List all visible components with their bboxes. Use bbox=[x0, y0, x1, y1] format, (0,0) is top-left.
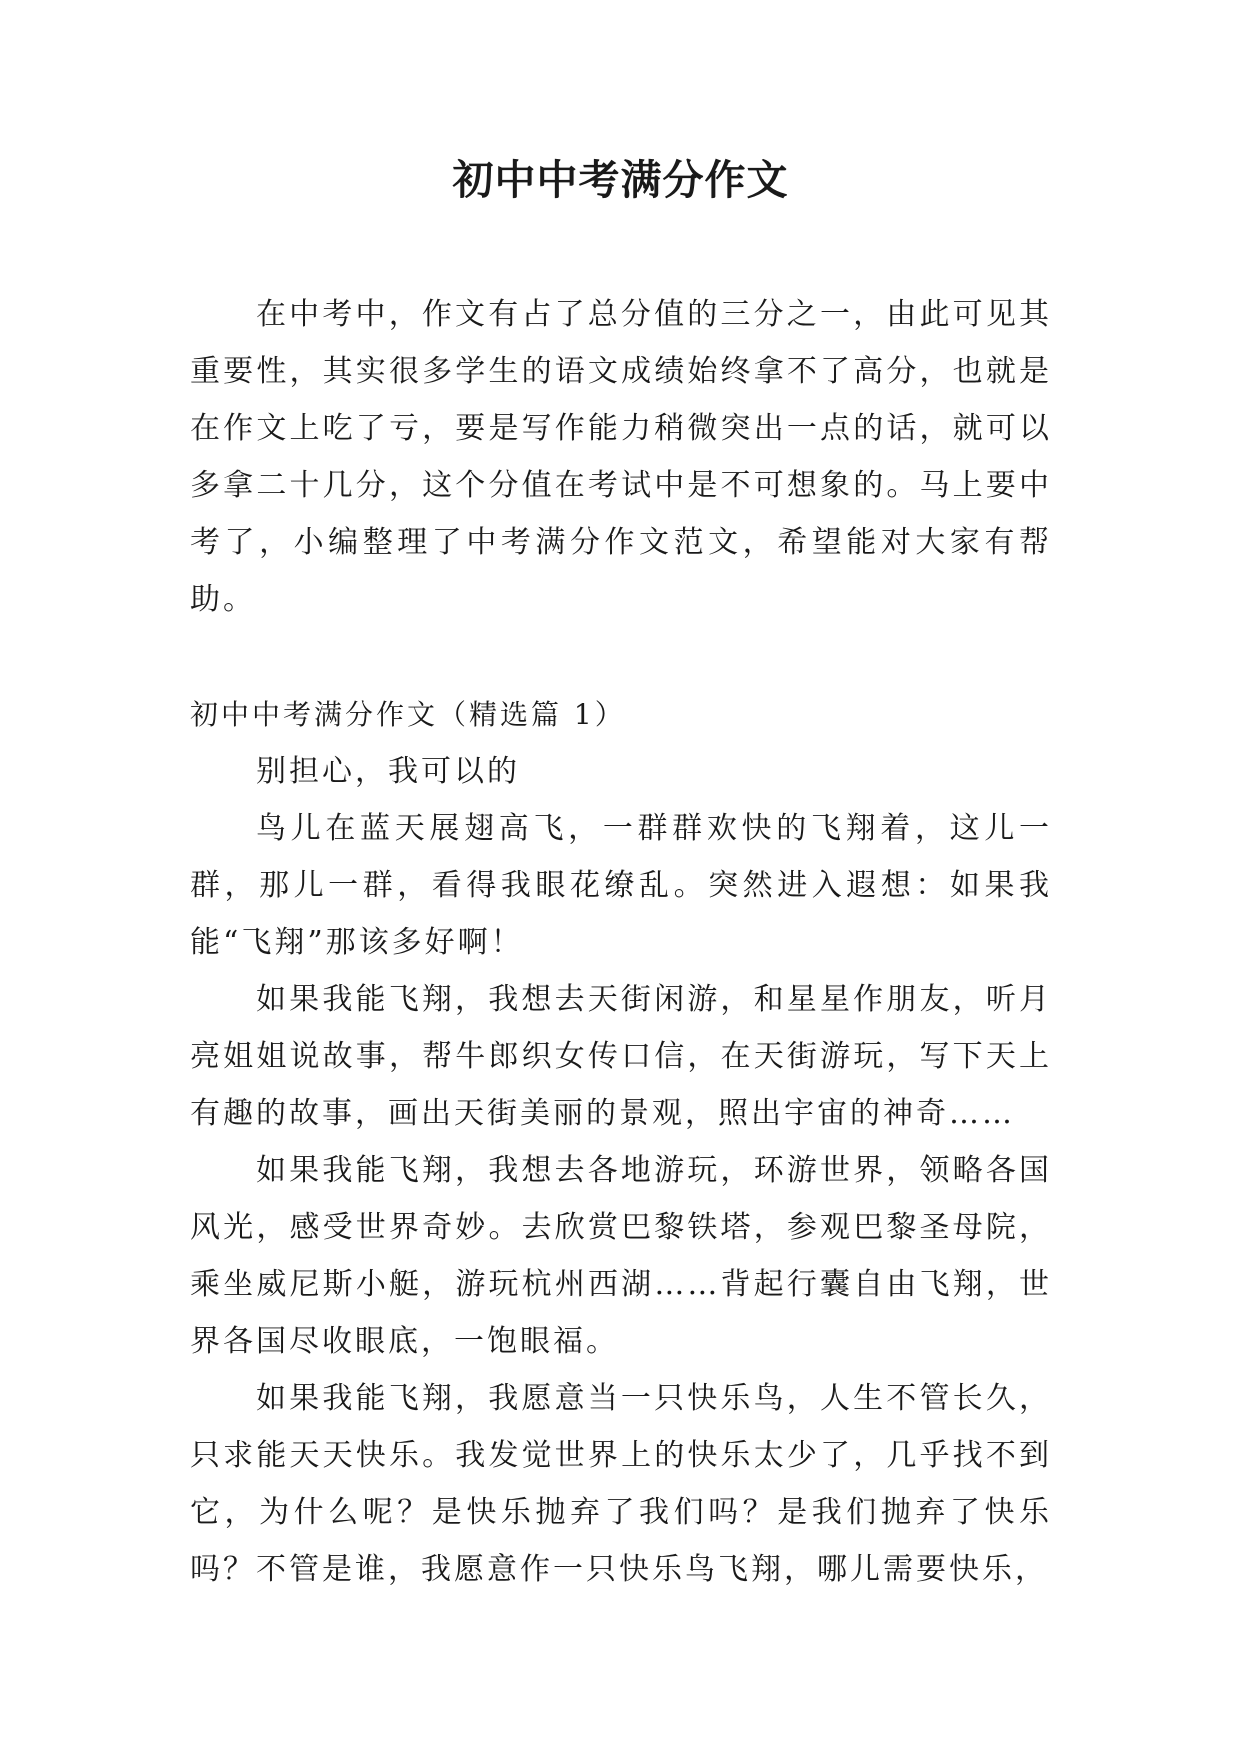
essay-paragraph: 如果我能飞翔，我愿意当一只快乐鸟，人生不管长久，只求能天天快乐。我发觉世界上的快乐太少了，几乎找不到它，为什么呢？是快乐抛弃了我们吗？是我们抛弃了快乐吗？不管是谁，我愿意作一只快乐鸟飞翔，哪儿需要快乐， bbox=[190, 1381, 1052, 1587]
document-body bbox=[190, 286, 1052, 1598]
essay-paragraph: 如果我能飞翔，我想去天街闲游，和星星作朋友，听月亮姐姐说故事，帮牛郎织女传口信，在天街游玩，写下天上有趣的故事，画出天街美丽的景观，照出宇宙的神奇…… bbox=[190, 982, 1052, 1131]
section-heading: 初中中考满分作文（精选篇 1） bbox=[190, 698, 626, 731]
essay-title: 别担心，我可以的 bbox=[256, 754, 520, 789]
intro-paragraph: 在中考中，作文有占了总分值的三分之一，由此可见其重要性，其实很多学生的语文成绩始终拿不了高分，也就是在作文上吃了亏，要是写作能力稍微突出一点的话，就可以多拿二十几分，这个分值在考试中是不可想象的。马上要中考了，小编整理了中考满分作文范文，希望能对大家有帮助。 bbox=[190, 297, 1052, 617]
document-title: 初中中考满分作文 bbox=[452, 156, 789, 204]
essay-paragraph: 如果我能飞翔，我想去各地游玩，环游世界，领略各国风光，感受世界奇妙。去欣赏巴黎铁塔，参观巴黎圣母院，乘坐威尼斯小艇，游玩杭州西湖……背起行囊自由飞翔，世界各国尽收眼底，一饱眼福。 bbox=[190, 1153, 1052, 1359]
essay-paragraph: 鸟儿在蓝天展翅高飞，一群群欢快的飞翔着，这儿一群，那儿一群，看得我眼花缭乱。突然进入遐想：如果我能“飞翔”那该多好啊！ bbox=[190, 811, 1052, 960]
